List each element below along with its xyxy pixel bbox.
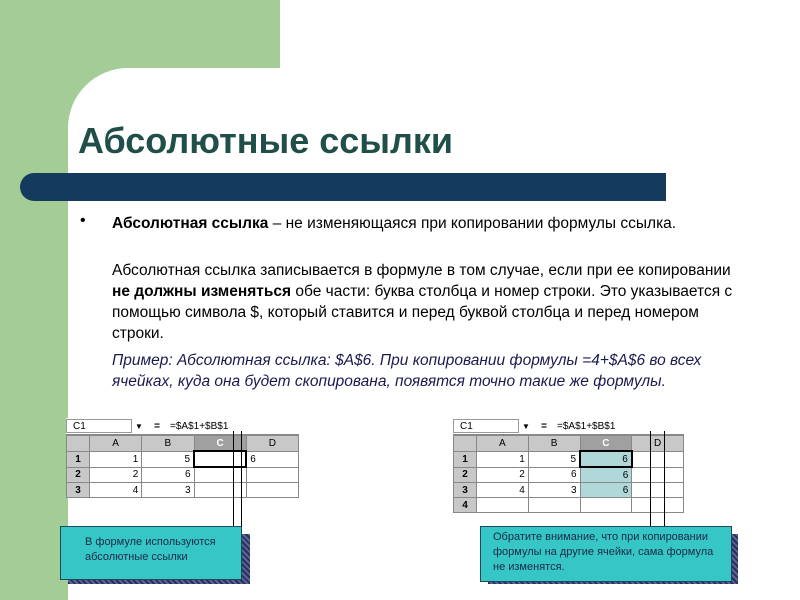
column-header-b[interactable]: B	[528, 436, 580, 452]
cell[interactable]: 6	[528, 467, 580, 483]
cell-active[interactable]	[194, 451, 246, 467]
cell[interactable]: 6	[142, 467, 194, 483]
cell[interactable]: 5	[528, 451, 580, 467]
cell[interactable]	[477, 498, 529, 513]
row-header[interactable]: 4	[454, 498, 477, 513]
cell[interactable]	[580, 498, 632, 513]
callout-leader-line	[664, 431, 665, 531]
cell[interactable]: 2	[477, 467, 529, 483]
cell[interactable]: 3	[142, 483, 194, 498]
cell[interactable]: 1	[90, 451, 142, 467]
cell[interactable]: 5	[142, 451, 194, 467]
name-box[interactable]: C1	[66, 419, 132, 433]
example-paragraph: Пример: Абсолютная ссылка: $A$6. При копировании формулы =4+$A$6 во всех ячейках, куда она будет скопирована, появятся точно такие же формулы.	[112, 352, 702, 390]
cell[interactable]: 4	[90, 483, 142, 498]
explanation-text-b: обе части: буква столбца и номер строки. Это указывается с помощью символа $, который ставится и перед буквой столбца и перед номером строки.	[112, 283, 733, 342]
background-green-strip	[0, 0, 68, 600]
equals-icon: =	[154, 420, 160, 432]
cell[interactable]: 4	[477, 483, 529, 498]
formula-bar	[66, 418, 299, 435]
callout-formula-unchanged: Обратите внимание, что при копировании формулы на другие ячейки, сама формула не изменятся.	[480, 526, 732, 582]
row-header[interactable]: 3	[67, 483, 90, 498]
callout-leader-line	[241, 431, 242, 538]
formula-text[interactable]: =$A$1+$B$1	[557, 420, 616, 432]
cell[interactable]	[194, 483, 246, 498]
definition-term: Абсолютная ссылка	[112, 215, 269, 232]
cell[interactable]	[632, 467, 684, 483]
equals-icon: =	[541, 420, 547, 432]
row-header[interactable]: 1	[454, 451, 477, 467]
definition-paragraph	[112, 213, 702, 234]
cell-active[interactable]: 6	[580, 451, 632, 467]
title-underline-bar	[20, 173, 666, 201]
cell-selected[interactable]: 6	[580, 483, 632, 498]
cell[interactable]	[632, 498, 684, 513]
cell[interactable]	[528, 498, 580, 513]
corner-header[interactable]	[67, 436, 90, 452]
cell[interactable]: 3	[528, 483, 580, 498]
cell-selected[interactable]: 6	[580, 467, 632, 483]
row-header[interactable]: 1	[67, 451, 90, 467]
chevron-down-icon[interactable]: ▼	[135, 421, 143, 431]
explanation-text-a: Абсолютная ссылка записывается в формуле в том случае, если при ее копировании	[112, 262, 731, 279]
callout-absolute-refs: В формуле используются абсолютные ссылки	[60, 526, 242, 580]
column-header-b[interactable]: B	[142, 436, 194, 452]
name-box[interactable]: C1	[453, 419, 519, 433]
cell[interactable]	[194, 467, 246, 483]
row-header[interactable]: 2	[454, 467, 477, 483]
column-header-c[interactable]: C	[194, 436, 246, 452]
column-header-c[interactable]: C	[580, 436, 632, 452]
callout-leader-line	[233, 431, 234, 538]
spreadsheet-original	[66, 418, 299, 498]
cell[interactable]: 6	[246, 451, 298, 467]
column-header-d[interactable]: D	[632, 436, 684, 452]
cell[interactable]	[632, 483, 684, 498]
cell[interactable]: 1	[477, 451, 529, 467]
bullet-icon: •	[80, 212, 86, 229]
formula-text[interactable]: =$A$1+$B$1	[170, 420, 229, 432]
row-header[interactable]: 2	[67, 467, 90, 483]
column-header-a[interactable]: A	[477, 436, 529, 452]
row-header[interactable]: 3	[454, 483, 477, 498]
column-header-a[interactable]: A	[90, 436, 142, 452]
explanation-paragraph	[112, 260, 737, 344]
chevron-down-icon[interactable]: ▼	[522, 421, 530, 431]
column-header-d[interactable]: D	[246, 436, 298, 452]
explanation-emphasis: не должны изменяться	[112, 283, 292, 300]
cell[interactable]: 2	[90, 467, 142, 483]
corner-header[interactable]	[454, 436, 477, 452]
cell[interactable]	[632, 451, 684, 467]
cell[interactable]	[246, 483, 298, 498]
slide-title: Абсолютные ссылки	[78, 120, 454, 161]
cell[interactable]	[246, 467, 298, 483]
definition-text: – не изменяющаяся при копировании формулы ссылка.	[268, 215, 677, 232]
callout-leader-line	[650, 431, 651, 531]
spreadsheet-grid	[66, 435, 299, 498]
